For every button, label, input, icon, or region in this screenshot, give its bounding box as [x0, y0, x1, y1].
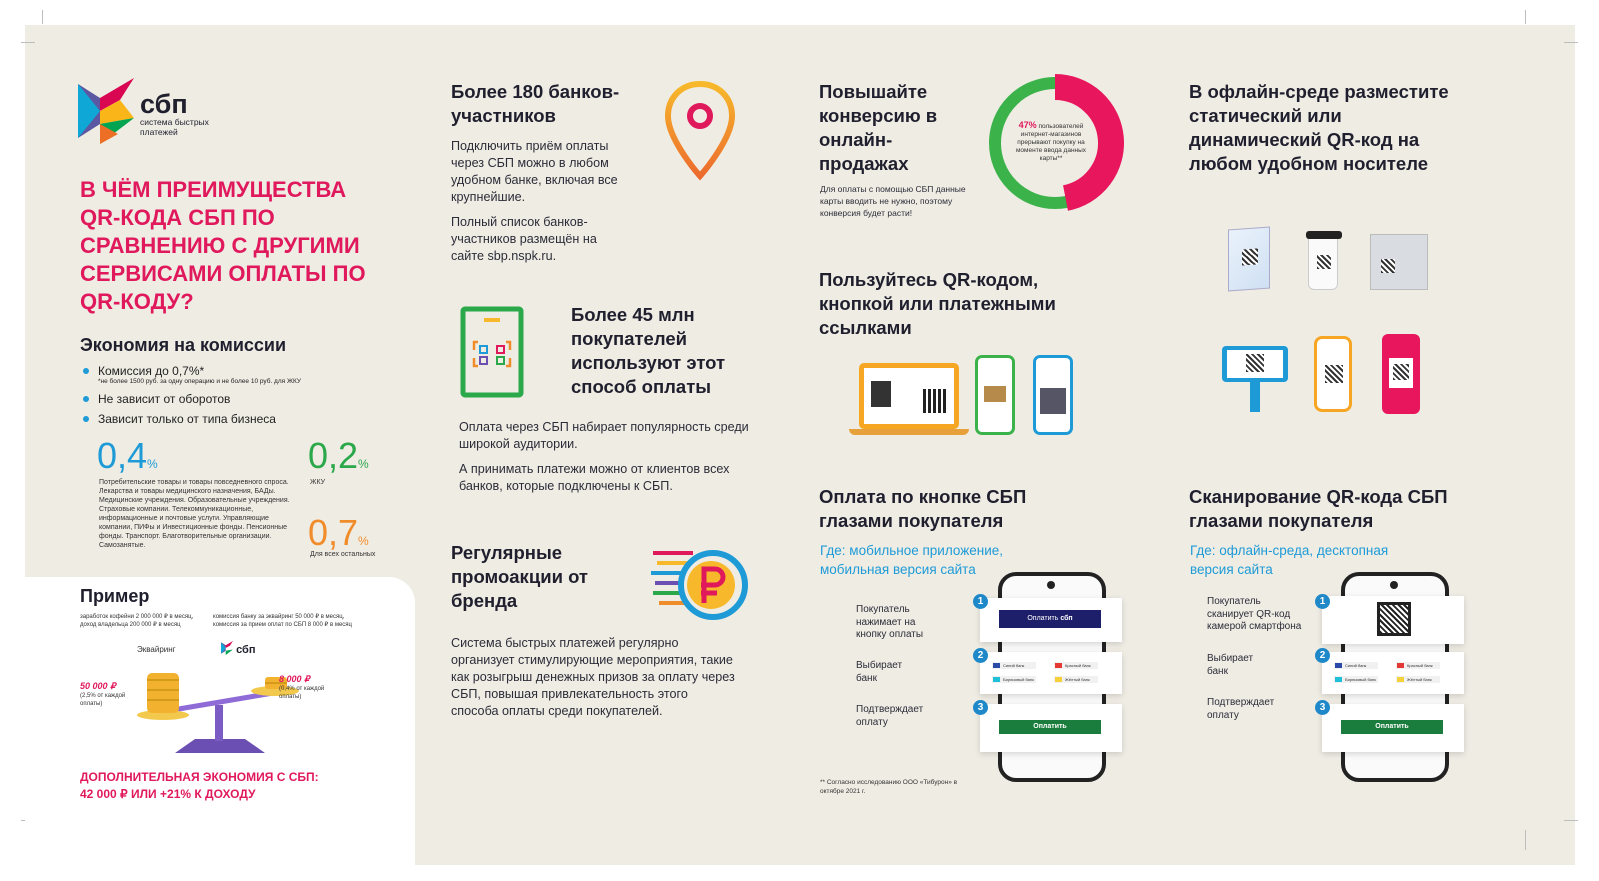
rate-value-2 — [308, 435, 369, 482]
rate-unit: % — [358, 534, 369, 548]
rate-desc-2: ЖКУ — [310, 479, 326, 486]
donut-text: пользователей интернет-магазинов прерывают покупку на моменте ввода данных карты** — [1015, 123, 1087, 162]
step-number: 3 — [1315, 700, 1330, 715]
main-title: В ЧЁМ ПРЕИМУЩЕСТВА QR-КОДА СБП ПО СРАВНЕНИЮ С ДРУГИМИ СЕРВИСАМИ ОПЛАТЫ ПО QR-КОДУ? — [80, 177, 366, 314]
bank-chip[interactable] — [1054, 662, 1098, 669]
pos-terminal — [1222, 346, 1288, 382]
bank-swatch — [1397, 663, 1404, 668]
sbp-pay-button[interactable] — [999, 610, 1101, 628]
example-note-left: заработок кофейни 2 000 000 ₽ в месяц, доход владельца 200 000 ₽ в месяц — [80, 614, 194, 628]
bank-name: Красный банк — [1407, 663, 1433, 668]
example-card — [25, 577, 415, 865]
left-amount: 50 000 ₽ — [80, 681, 116, 691]
rate-number: 0,7 — [308, 512, 359, 553]
qr-step-label-2: Выбирает банк — [1207, 653, 1254, 677]
bank-chip[interactable] — [992, 676, 1036, 683]
carriers-illustration — [1190, 200, 1474, 470]
example-heading: Пример — [80, 586, 150, 606]
example-note-right: комиссия банку за эквайринг 50 000 ₽ в месяц, комиссия за прием оплат по СБП 8 000 ₽ в месяц — [213, 614, 352, 628]
bank-name: Жёлтый банк — [1407, 677, 1432, 682]
qr-flow-heading: Сканирование QR-кода СБП глазами покупателя — [1189, 486, 1448, 531]
list-item: Зависит только от типа бизнеса — [80, 412, 400, 426]
step-number: 2 — [1315, 648, 1330, 663]
crop-mark — [1564, 42, 1578, 43]
bank-swatch — [993, 677, 1000, 682]
pay-button-text: Оплатить — [1027, 615, 1059, 622]
rate-desc-3: Для всех остальных — [310, 551, 376, 558]
banks-heading: Более 180 банков-участников — [451, 81, 620, 126]
crop-mark — [21, 42, 35, 43]
buyers-text-2: А принимать платежи можно от клиентов всех банков, которые подключены к СБП. — [459, 462, 730, 493]
bank-swatch — [1055, 677, 1062, 682]
list-item: Не зависит от оборотов — [80, 392, 400, 406]
step-number: 2 — [973, 648, 988, 663]
list-item — [80, 364, 400, 386]
rate-desc-1: Потребительские товары и товары повседневного спроса. Лекарства и товары медицинского назначения, БАДы. Медицинские учреждения. Образовательные учреждения. Страховые компании. Телекоммуникационные, информационные и почтовые услуги. Управляющие компании, ПИФы и Инвестиционные фонды. Пенсионные фонды. Транспорт. Благотворительные организации. Самозанятые. — [99, 479, 290, 549]
step-label-3: Подтверждает оплату — [856, 704, 924, 728]
button-flow-where: Где: мобильное приложение, мобильная версия сайта — [820, 543, 1004, 577]
bank-chip[interactable] — [1054, 676, 1098, 683]
sbp-logo — [78, 78, 209, 148]
acquiring-label: Эквайринг — [137, 645, 176, 654]
qr-step-label-3: Подтверждает оплату — [1207, 697, 1275, 721]
sbp-logo-icon — [78, 78, 134, 144]
buyers-heading: Более 45 млн покупателей используют этот способ оплаты — [571, 304, 726, 397]
rate-unit: % — [147, 457, 158, 471]
conclusion-line-1: ДОПОЛНИТЕЛЬНАЯ ЭКОНОМИЯ С СБП: — [80, 770, 319, 784]
bank-chip[interactable] — [1334, 676, 1378, 683]
qr-step-card-3 — [1322, 704, 1464, 752]
offline-heading: В офлайн-среде разместите статический или динамический QR-код на любом удобном носителе — [1189, 81, 1449, 174]
bank-chip[interactable] — [992, 662, 1036, 669]
qr-step-card-1 — [1322, 596, 1464, 644]
step-card-1 — [980, 598, 1122, 642]
bank-name: Бирюзовый банк — [1003, 677, 1034, 682]
rate-number: 0,4 — [97, 435, 148, 476]
crop-mark — [1564, 820, 1578, 821]
confirm-button[interactable]: Оплатить — [999, 720, 1101, 734]
paper-bag — [1370, 234, 1428, 290]
banks-text-2: Полный список банков-участников размещён на сайте sbp.nspk.ru. — [451, 215, 597, 263]
bank-chip[interactable] — [1396, 662, 1440, 669]
ruble-coin-icon — [651, 545, 751, 625]
conclusion-line-2: 42 000 ₽ ИЛИ +21% К ДОХОДУ — [80, 787, 256, 801]
left-note: (2,5% от каждой оплаты) — [80, 693, 126, 707]
conversion-text: Для оплаты с помощью СБП данные карты вводить не нужно, поэтому конверсия будет расти! — [820, 184, 966, 218]
phone-qr-icon — [460, 306, 524, 398]
promo-text: Система быстрых платежей регулярно организует стимулирующие мероприятия, такие как розыгрыш денежных призов за оплату через СБП, повышая привлекательность этого способа оплаты среди покупателей. — [451, 636, 735, 718]
bank-swatch — [1335, 677, 1342, 682]
step-label-2: Выбирает банк — [856, 660, 903, 684]
crop-mark — [1525, 830, 1526, 850]
rate-unit: % — [358, 457, 369, 471]
laptop-screen — [859, 363, 959, 429]
qr-flow-where: Где: офлайн-среда, десктопная версия сайта — [1190, 543, 1389, 577]
donut-percent: 47% — [1018, 120, 1037, 130]
confirm-button[interactable]: Оплатить — [1341, 720, 1443, 734]
promo-heading: Регулярные промоакции от бренда — [451, 542, 588, 611]
right-amount: 8 000 ₽ — [279, 674, 310, 684]
phone-green — [975, 355, 1015, 435]
bank-name: Синий банк — [1003, 663, 1025, 668]
bank-name: Жёлтый банк — [1065, 677, 1090, 682]
stand-display — [1228, 227, 1270, 292]
bank-swatch — [1055, 663, 1062, 668]
banks-text-1: Подключить приём оплаты через СБП можно в любом удобном банке, включая все крупнейшие. — [451, 139, 618, 204]
qr-step-label-1: Покупатель сканирует QR-код камерой смартфона — [1207, 596, 1302, 632]
methods-heading: Пользуйтесь QR-кодом, кнопкой или платежными ссылками — [819, 269, 1056, 338]
logo-tagline: система быстрых платежей — [140, 117, 209, 137]
step-number: 1 — [973, 594, 988, 609]
bank-name: Бирюзовый банк — [1345, 677, 1376, 682]
pos-pink — [1382, 334, 1420, 414]
footnote: ** Согласно исследованию ООО «Тибурон» в октябре 2021 г. — [820, 779, 958, 795]
rate-value-1 — [97, 435, 158, 482]
phone-blue — [1033, 355, 1073, 435]
bank-chip[interactable] — [1396, 676, 1440, 683]
step-number: 1 — [1315, 594, 1330, 609]
bullet-note: *не более 1500 руб. за одну операцию и не более 10 руб. для ЖКУ — [98, 378, 301, 385]
pay-button-sbp: сбп — [1060, 615, 1073, 622]
bank-swatch — [993, 663, 1000, 668]
rate-number: 0,2 — [308, 435, 359, 476]
sbp-mini-logo — [221, 641, 255, 656]
bank-swatch — [1397, 677, 1404, 682]
sbp-mini-text: сбп — [236, 644, 256, 656]
crop-mark — [1525, 10, 1526, 24]
phone-orange — [1314, 336, 1352, 412]
sbp-mini-icon — [221, 641, 233, 655]
bullet-text: Комиссия до 0,7%* — [98, 364, 205, 378]
bank-swatch — [1335, 663, 1342, 668]
coffee-cup — [1308, 236, 1338, 290]
step-card-3 — [980, 704, 1122, 752]
map-pin-icon — [663, 80, 737, 182]
buyers-text-1: Оплата через СБП набирает популярность среди широкой аудитории. — [459, 420, 749, 451]
conversion-heading: Повышайте конверсию в онлайн-продажах — [819, 81, 938, 174]
qr-code-icon — [1377, 602, 1411, 636]
bank-chip[interactable] — [1334, 662, 1378, 669]
step-card-2 — [980, 652, 1122, 694]
crop-mark — [42, 10, 43, 24]
logo-brand: сбп — [140, 89, 188, 119]
laptop-base — [849, 429, 969, 435]
bank-name: Красный банк — [1065, 663, 1091, 668]
right-note: (0,4% от каждой оплаты) — [279, 686, 325, 700]
step-number: 3 — [973, 700, 988, 715]
qr-step-card-2 — [1322, 652, 1464, 694]
savings-heading: Экономия на комиссии — [80, 335, 287, 355]
donut-label — [1006, 121, 1096, 163]
savings-list — [80, 364, 400, 432]
conclusion — [80, 769, 319, 803]
bank-name: Синий банк — [1345, 663, 1367, 668]
button-flow-heading: Оплата по кнопке СБП глазами покупателя — [819, 486, 1027, 531]
step-label-1: Покупатель нажимает на кнопку оплаты — [856, 604, 924, 640]
